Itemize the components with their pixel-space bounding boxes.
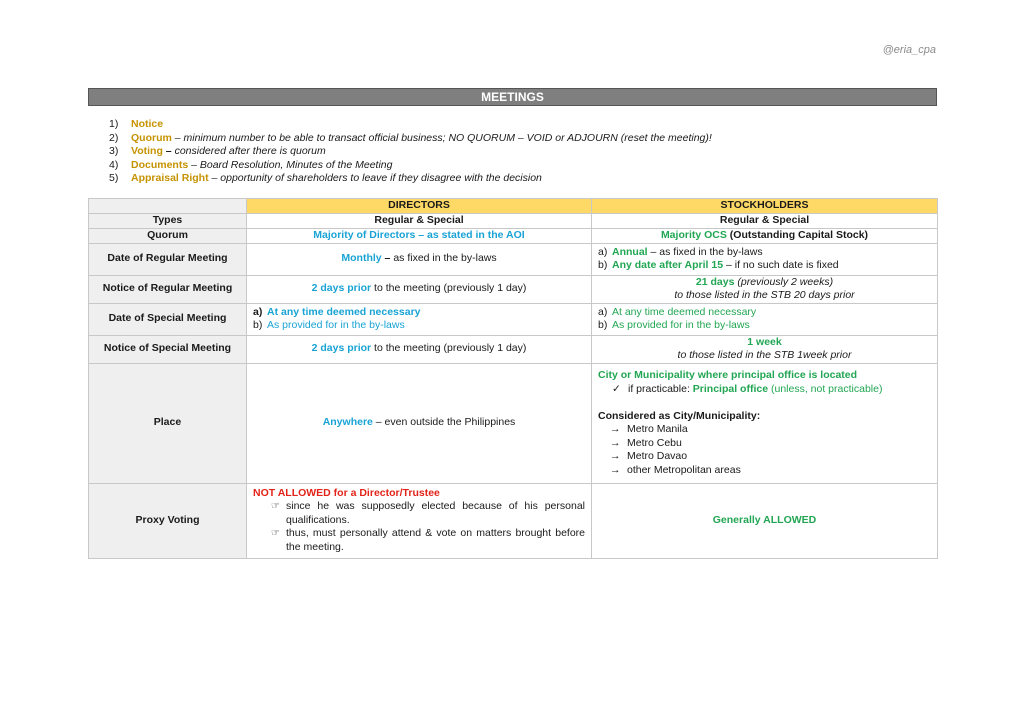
stockholders-notice-special [592,335,938,363]
author-handle: @eria_cpa [882,44,936,56]
item-text: At any time deemed necessary [267,305,421,318]
note-term: Quorum [131,131,172,144]
meeting-notes-list [109,118,712,186]
note-term: Documents [131,158,189,171]
considered-heading: Considered as City/Municipality: [598,409,761,422]
directors-place [247,363,592,483]
check-text: if practicable: [628,382,693,395]
note-text: – minimum number to be able to transact official business; NO QUORUM – VOID or ADJOURN (reset the meeting)! [171,131,712,144]
stockholders-notice-regular-text: to those listed in the STB 20 days prior [674,289,855,301]
directors-date-regular-dash: – [381,252,394,265]
item-marker: a) [598,245,608,258]
note-text: – opportunity of shareholders to leave if they disagree with the decision [208,172,542,184]
stockholders-notice-regular-paren: (previously 2 weeks) [734,275,834,288]
list-item [253,527,585,554]
item-marker: b) [598,259,608,271]
spacer [598,396,931,410]
city-name: other Metropolitan areas [627,463,741,476]
stockholders-quorum-text: (Outstanding Capital Stock) [726,228,869,241]
row-label: Types [89,213,247,228]
stockholders-notice-special-highlight: 1 week [747,335,782,348]
list-item [253,306,585,320]
item-marker: b) [253,319,263,331]
directors-column-header: DIRECTORS [247,199,592,214]
list-item [598,319,931,333]
directors-quorum-text: Majority of Directors – as stated in the AOI [313,228,525,241]
directors-proxy [247,483,592,558]
directors-quorum [247,228,592,243]
list-item [598,383,931,397]
directors-notice-regular [247,275,592,303]
directors-notice-special-text: to the meeting (previously 1 day) [371,342,527,355]
corner-cell [89,199,247,214]
item-highlight: Any date after April 15 [612,259,724,271]
directors-proxy-heading: NOT ALLOWED for a Director/Trustee [253,486,440,499]
stockholders-notice-regular [592,275,938,303]
stockholders-quorum [592,228,938,243]
table-header-row [89,199,938,214]
check-icon: ✓ [612,382,621,395]
list-item [598,306,931,320]
item-marker: b) [598,319,608,331]
list-item [598,246,931,260]
list-number: 5) [109,172,119,184]
row-label: Notice of Regular Meeting [89,275,247,303]
stockholders-proxy [592,483,938,558]
check-highlight: Principal office [692,382,769,395]
note-dash: – [162,145,175,157]
stockholders-notice-special-text: to those listed in the STB 1week prior [677,349,852,361]
list-item [109,145,712,159]
row-label: Date of Regular Meeting [89,243,247,275]
row-label: Notice of Special Meeting [89,335,247,363]
item-highlight: Annual [612,245,648,258]
note-text: considered after there is quorum [174,145,326,157]
pointing-hand-icon: ☞ [271,501,280,513]
list-number: 4) [109,158,119,171]
list-item [253,319,585,333]
stockholders-types: Regular & Special [592,213,938,228]
arrow-right-icon: → [610,463,621,476]
table-row-place [89,363,938,483]
item-marker: a) [253,305,263,318]
stockholders-quorum-highlight: Majority OCS [660,228,727,241]
city-name: Metro Davao [627,450,688,462]
list-item [109,159,712,173]
list-item [109,118,712,132]
directors-notice-special-highlight: 2 days prior [311,342,372,355]
directors-date-regular-text: as fixed in the by-laws [393,252,497,265]
page-title: MEETINGS [88,88,937,106]
city-name: Metro Cebu [627,436,682,449]
row-label: Quorum [89,228,247,243]
list-item [109,132,712,146]
stockholders-proxy-text: Generally ALLOWED [712,513,817,526]
item-text: – as fixed in the by-laws [647,245,763,258]
item-text: – if no such date is fixed [723,259,839,271]
list-item [598,464,931,478]
stockholders-date-special [592,303,938,335]
arrow-right-icon: → [610,436,621,449]
directors-date-regular-highlight: Monthly [341,252,382,265]
pointing-hand-icon: ☞ [271,528,280,540]
meetings-comparison-table [88,198,938,559]
table-row-date-special [89,303,938,335]
note-term: Appraisal Right [131,172,209,184]
row-label: Proxy Voting [89,483,247,558]
table-row-date-regular [89,243,938,275]
list-item [598,450,931,464]
row-label: Place [89,363,247,483]
table-row-notice-regular [89,275,938,303]
item-text: As provided for in the by-laws [267,319,405,331]
list-number: 1) [109,118,119,130]
directors-notice-regular-text: to the meeting (previously 1 day) [371,282,527,295]
note-term: Voting [131,145,163,157]
table-row-proxy [89,483,938,558]
stockholders-notice-regular-highlight: 21 days [695,275,735,288]
list-item [109,172,712,186]
directors-notice-special [247,335,592,363]
list-item [598,259,931,273]
table-row-quorum [89,228,938,243]
item-marker: a) [598,305,608,318]
directors-place-text: – even outside the Philippines [372,416,516,429]
item-text: At any time deemed necessary [612,305,757,318]
arrow-right-icon: → [610,450,621,462]
item-text: thus, must personally attend & vote on matters brought before the meeting. [286,527,585,553]
list-item [598,423,931,437]
city-name: Metro Manila [627,423,688,435]
item-text: As provided for in the by-laws [612,319,750,331]
directors-date-regular [247,243,592,275]
check-note: (unless, not practicable) [768,382,883,395]
row-label: Date of Special Meeting [89,303,247,335]
note-term: Notice [131,118,164,130]
stockholders-place-heading: City or Municipality where principal office is located [598,369,858,381]
stockholders-place [592,363,938,483]
directors-place-highlight: Anywhere [322,416,373,429]
table-row-notice-special [89,335,938,363]
list-number: 2) [109,131,119,144]
list-item [598,437,931,451]
directors-types: Regular & Special [247,213,592,228]
note-text: – Board Resolution, Minutes of the Meeting [188,158,393,171]
directors-notice-regular-highlight: 2 days prior [311,282,372,295]
list-item [253,500,585,527]
arrow-right-icon: → [610,423,621,435]
item-text: since he was supposedly elected because of his personal qualifications. [286,500,585,526]
list-number: 3) [109,145,119,157]
table-row-types [89,213,938,228]
directors-date-special [247,303,592,335]
stockholders-date-regular [592,243,938,275]
stockholders-column-header: STOCKHOLDERS [592,199,938,214]
